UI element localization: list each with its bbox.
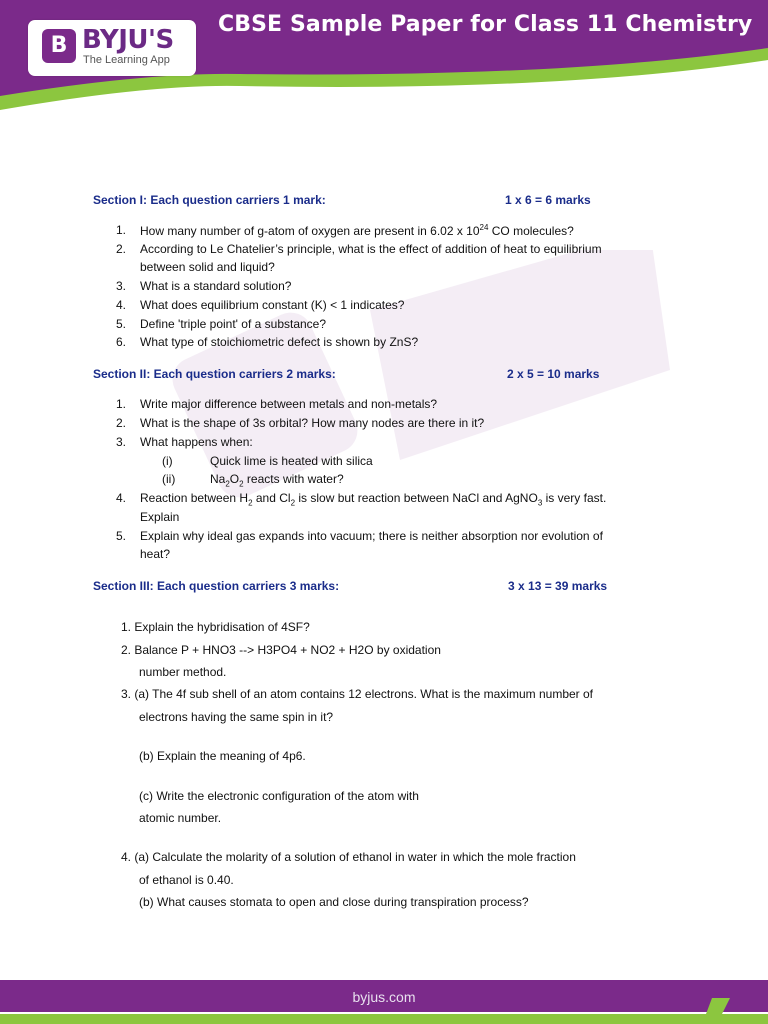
question-text-part: CO molecules?	[488, 224, 574, 238]
question-line: (b) What causes stomata to open and close during transpiration process?	[139, 895, 529, 909]
question-text: What is a standard solution?	[140, 279, 292, 293]
text-part: is slow but reaction between NaCl and AgNO	[295, 491, 538, 505]
logo-mark-icon: B	[42, 29, 76, 63]
header-band	[0, 0, 768, 110]
text-part: Na	[210, 472, 226, 486]
question-text: Explain why ideal gas expands into vacuum; there is neither absorption nor evolution of	[140, 529, 603, 543]
subscript: 2	[248, 498, 253, 508]
question-number: 6.	[116, 335, 127, 349]
question-text: What does equilibrium constant (K) < 1 indicates?	[140, 298, 405, 312]
question-line: number method.	[139, 665, 227, 679]
section-2-title: Section II: Each question carriers 2 marks:	[93, 367, 336, 381]
exponent: 24	[479, 223, 489, 232]
question-number: 2.	[116, 416, 127, 430]
subscript: 2	[225, 479, 230, 489]
text-part: reacts with water?	[243, 472, 344, 486]
question-text: Write major difference between metals and non-metals?	[140, 397, 438, 411]
question-line: 1. Explain the hybridisation of 4SF?	[121, 620, 310, 634]
subscript: 3	[537, 498, 543, 508]
subscript: 2	[290, 498, 296, 508]
question-line: 4. (a) Calculate the molarity of a solution of ethanol in water in which the mole fraction	[121, 850, 576, 864]
logo-name: BYJU'S	[82, 25, 174, 55]
question-line: (c) Write the electronic configuration of the atom with	[139, 789, 419, 803]
question-line: electrons having the same spin in it?	[139, 710, 334, 724]
question-line: 3. (a) The 4f sub shell of an atom contains 12 electrons. What is the maximum number of	[121, 687, 594, 701]
sub-question-text: Quick lime is heated with silica	[210, 454, 373, 468]
sub-question-label: (i)	[162, 454, 173, 468]
footer-band	[0, 980, 768, 1024]
question-text: What happens when:	[140, 435, 253, 449]
question-number: 3.	[116, 435, 127, 449]
question-text-continued: between solid and liquid?	[140, 260, 275, 274]
sub-question-label: (ii)	[162, 472, 176, 486]
question-number: 5.	[116, 529, 127, 543]
text-part: and Cl	[252, 491, 291, 505]
question-text	[140, 223, 574, 238]
sub-question-text	[210, 472, 344, 488]
text-part: is very fast.	[542, 491, 607, 505]
question-number: 1.	[116, 223, 127, 237]
question-text: What is the shape of 3s orbital? How many nodes are there in it?	[140, 416, 485, 430]
question-number: 4.	[116, 298, 127, 312]
question-text: Define 'triple point' of a substance?	[140, 317, 327, 331]
page-title: CBSE Sample Paper for Class 11 Chemistry	[218, 12, 753, 37]
question-number: 4.	[116, 491, 127, 505]
section-3-heading	[93, 579, 608, 593]
section-1-marks: 1 x 6 = 6 marks	[505, 193, 591, 207]
question-number: 5.	[116, 317, 127, 331]
footer-url[interactable]: byjus.com	[352, 989, 416, 1005]
section-3-marks: 3 x 13 = 39 marks	[508, 579, 608, 593]
question-text: What type of stoichiometric defect is shown by ZnS?	[140, 335, 419, 349]
text-part: O	[229, 472, 240, 486]
subscript: 2	[239, 479, 244, 489]
question-text	[140, 491, 606, 507]
section-1-title: Section I: Each question carriers 1 mark:	[93, 193, 326, 207]
byjus-logo[interactable]	[28, 20, 196, 76]
question-text-part: How many number of g-atom of oxygen are present in 6.02 x 10	[140, 224, 480, 238]
question-number: 3.	[116, 279, 127, 293]
question-number: 2.	[116, 242, 127, 256]
section-3-title: Section III: Each question carriers 3 marks:	[93, 579, 340, 593]
question-line: atomic number.	[139, 811, 222, 825]
text-part: Reaction between H	[140, 491, 249, 505]
section-2-heading	[93, 367, 600, 381]
question-text-continued: Explain	[140, 510, 180, 524]
question-line: (b) Explain the meaning of 4p6.	[139, 749, 306, 763]
question-number: 1.	[116, 397, 127, 411]
question-line: 2. Balance P + HNO3 --> H3PO4 + NO2 + H2O by oxidation	[121, 643, 441, 657]
question-line: of ethanol is 0.40.	[139, 873, 234, 887]
section-1-heading	[93, 193, 591, 207]
question-text: According to Le Chatelier’s principle, what is the effect of addition of heat to equilibrium	[140, 242, 602, 256]
question-text-continued: heat?	[140, 547, 171, 561]
section-2-marks: 2 x 5 = 10 marks	[507, 367, 600, 381]
logo-tagline: The Learning App	[83, 54, 170, 66]
